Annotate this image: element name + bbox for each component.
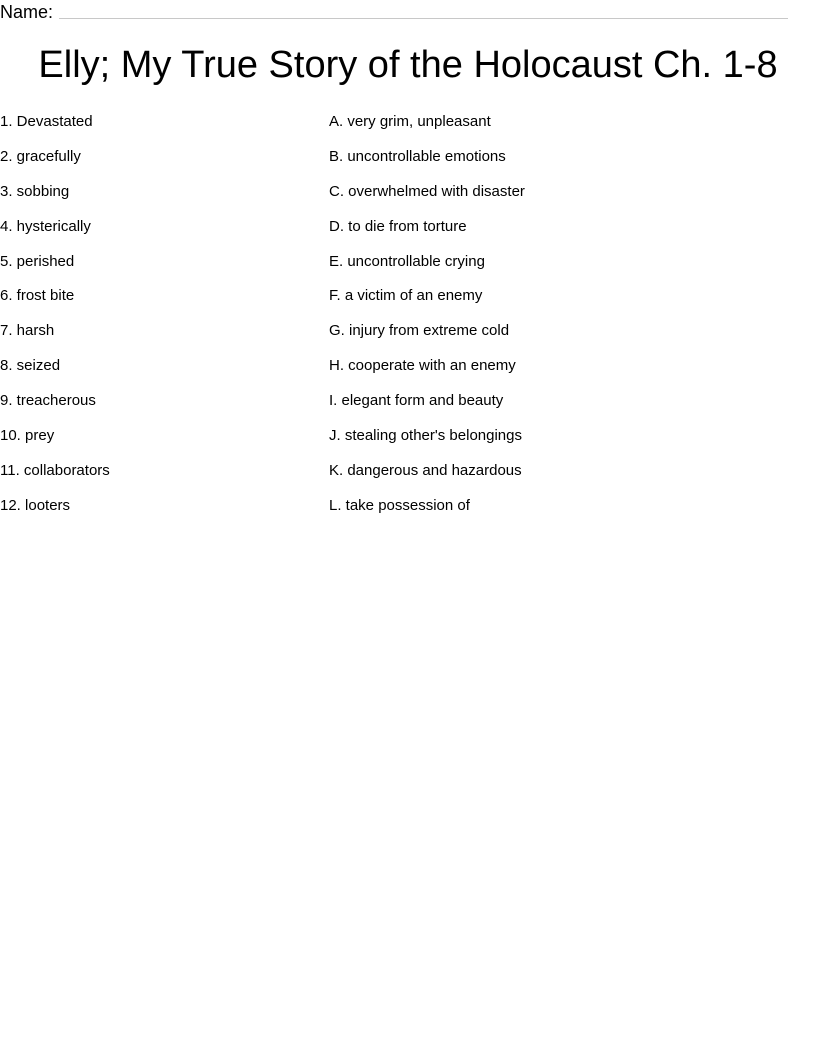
definitions-column [329,113,809,532]
term-item: 1. Devastated [0,113,93,130]
definition-item: J. stealing other's belongings [329,427,522,445]
definition-item: K. dangerous and hazardous [329,461,522,479]
term-item: 3. sobbing [0,182,70,200]
worksheet-title: Elly; My True Story of the Holocaust Ch. 1-8 [38,44,778,86]
definition-item: F. a victim of an enemy [329,287,483,305]
name-label: Name: [0,2,54,22]
definition-item: L. take possession of [329,496,470,514]
term-item: 12. looters [0,496,71,514]
term-item: 6. frost bite [0,287,75,305]
term-item: 7. harsh [0,322,55,340]
definition-item: C. overwhelmed with disaster [329,182,525,200]
name-blank-line[interactable] [59,18,788,19]
term-item: 5. perished [0,252,75,270]
term-item: 4. hysterically [0,217,91,235]
name-field-row [0,0,788,22]
term-item: 11. collaborators [0,461,110,479]
terms-column [0,113,320,532]
term-item: 8. seized [0,357,61,375]
term-item: 9. treacherous [0,392,96,410]
term-item: 2. gracefully [0,147,81,165]
definition-item: I. elegant form and beauty [329,392,504,410]
definition-item: G. injury from extreme cold [329,322,510,340]
term-item: 10. prey [0,427,55,445]
definition-item: B. uncontrollable emotions [329,147,506,165]
definition-item: A. very grim, unpleasant [329,113,491,130]
definition-item: D. to die from torture [329,217,467,235]
definition-item: E. uncontrollable crying [329,252,485,270]
definition-item: H. cooperate with an enemy [329,357,516,375]
